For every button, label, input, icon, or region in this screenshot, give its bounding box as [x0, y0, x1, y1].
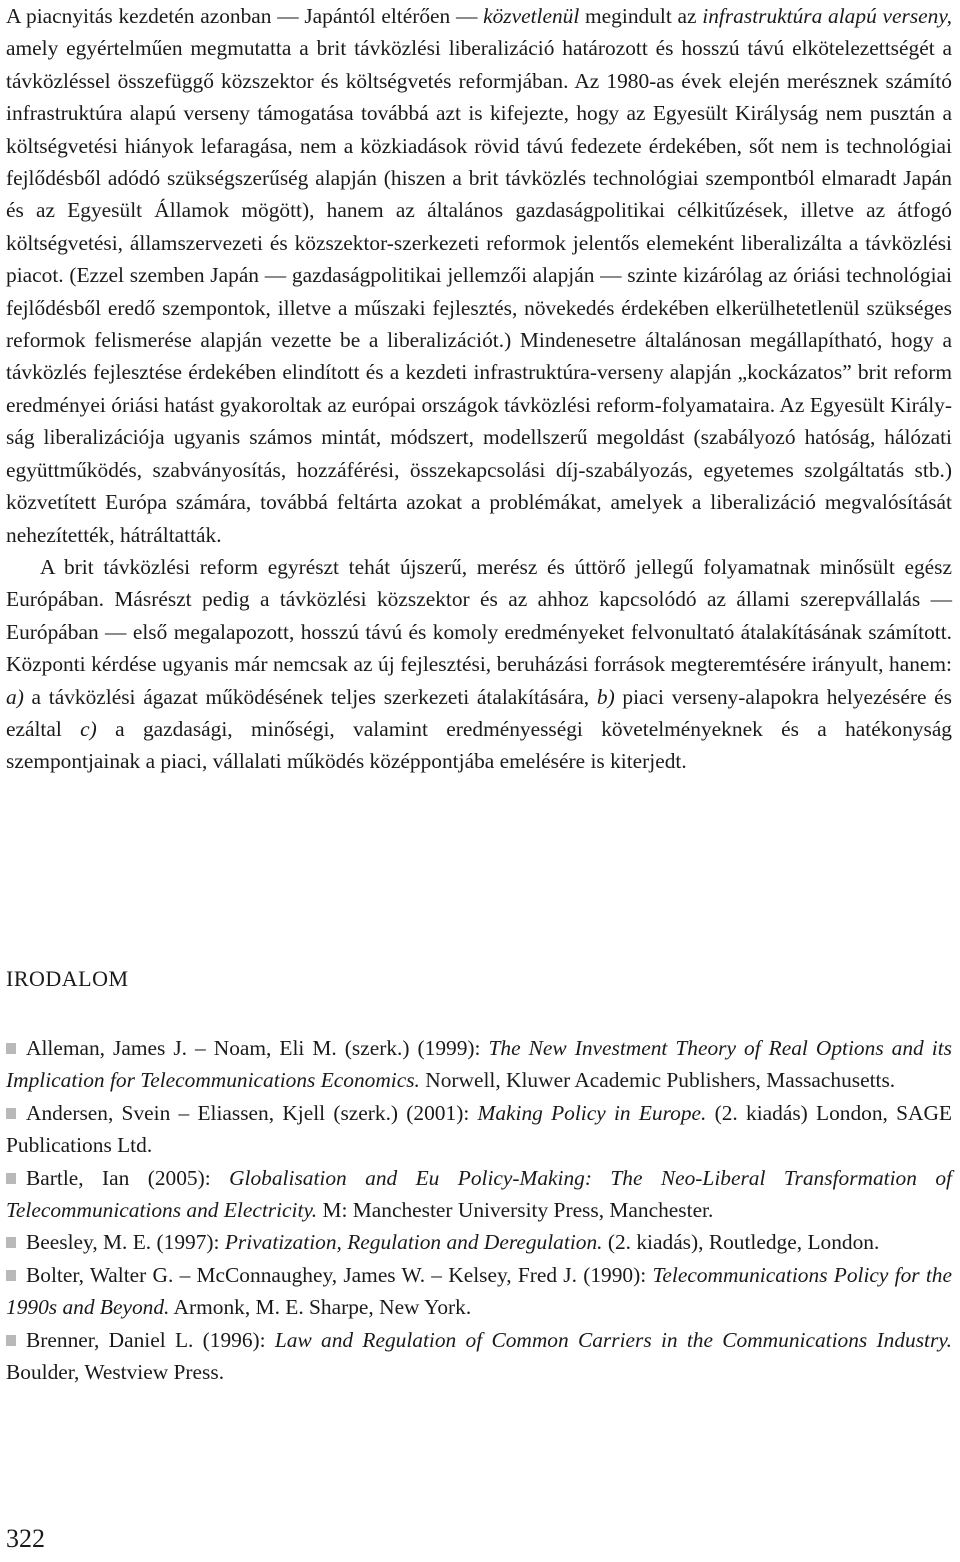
text-run: piaci verseny-alapokra helyezésére és ezáltal [6, 684, 952, 741]
bullet-square-icon [6, 1270, 16, 1281]
body-paragraph-2 [6, 551, 952, 778]
reference-item [6, 1324, 952, 1389]
list-marker-b: b) [596, 684, 615, 709]
ref-publisher: (2. kiadás) London, SAGE Publications Ltd. [6, 1100, 952, 1158]
ref-publisher: Norwell, Kluwer Academic Publishers, Massachusetts. [419, 1068, 896, 1093]
ref-title: Making Policy in Europe. [477, 1100, 707, 1125]
ref-title: Globalisation and Eu Policy-Making: The Neo-Liberal Transformation of Telecommunications and Electricity. [6, 1165, 952, 1223]
page-body [6, 0, 952, 778]
ref-authors: Brenner, Daniel L. (1996): [26, 1327, 275, 1352]
text-run: a távközlési ágazat működésének teljes szerkezeti átalakítására, [23, 684, 597, 709]
ref-publisher: M: Manchester University Press, Manchester. [317, 1198, 714, 1223]
reference-list [6, 1032, 952, 1388]
list-marker-a: a) [6, 684, 24, 709]
ref-authors: Beesley, M. E. (1997): [26, 1230, 225, 1255]
text-run: megindult az [579, 4, 703, 28]
emphasis: infrastruktúra alapú verseny, [702, 4, 952, 28]
text-run: A piacnyitás kezdetén azonban — Japántól eltérően — [6, 4, 484, 28]
text-run: a gazdasági, minőségi, valamint eredményességi követelményeknek és a hatékonyság szempontjainak a piaci, vállalati működés középpontjába emelésére is kiterjedt. [6, 716, 953, 774]
ref-publisher: Armonk, M. E. Sharpe, New York. [169, 1295, 472, 1320]
ref-authors: Andersen, Svein – Eliassen, Kjell (szerk.) (2001): [26, 1100, 478, 1125]
ref-authors: Alleman, James J. – Noam, Eli M. (szerk.) (1999): [26, 1036, 489, 1060]
ref-title: Law and Regulation of Common Carriers in the Communications Industry. [274, 1327, 952, 1352]
ref-title: Telecommunications Policy for the 1990s and Beyond. [6, 1262, 952, 1320]
reference-item [6, 1032, 952, 1097]
reference-item [6, 1259, 952, 1324]
ref-publisher: Boulder, Westview Press. [6, 1360, 225, 1385]
text-run: amely egyértelműen megmutatta a brit távközlési liberalizáció határozott és hosszú távú elkötelezettségét a távközléssel összefüggő közszektor és költségvetés reformjában. Az 1980-as évek elején merésznek számító infrastruktúra alapú verseny támogatása továbbá azt is kifejezte, hogy az Egyesült Királyság nem pusztán a költségvetési hiányok lefaragása, nem a közkiadások rövid távú fedezete érdekében, sőt nem is technológiai fejlődésből adódó szükségszerűség alapján (hiszen a brit távközlés technológiai szempontból elmaradt Japán és az Egyesült Államok mögött), hanem az általános gazdaságpolitikai célkitűzések, illetve az átfogó költségvetési, államszervezeti és közszektor-szerkezeti reformok jelentős elemeként liberalizálta a távközlési piacot. (Ezzel szemben Japán — gazdaságpolitikai jellemzői alapján — szinte kizárólag az óriási technológiai fejlődésből eredő szempontok, illetve a műszaki fejlesztés, növekedés érdekében elkerülhetetlenül szükséges reformok felismerése alapján vezette be a liberalizációt.) Mindenesetre általánosan megállapítható, hogy a távközlés fejlesztése érdekében elindított és a kezdeti infrastruktúra-verseny alapján „kockázatos” brit reform eredményei óriási hatást gyakoroltak az európai országok távközlési reform-folyamataira. Az Egyesült Királyság liberalizációja ugyanis számos mintát, módszert, modellszerű megoldást (szabályozó hatóság, hálózati együttműködés, szabványosítás, hozzáférési, összekapcsolási díj-szabályozás, egyetemes szolgáltatás stb.) közvetített Európa számára, továbbá feltárta azokat a problémákat, amelyek a liberalizáció megvalósítását nehezítették, hátráltatták. [6, 36, 952, 547]
list-marker-c: c) [80, 716, 97, 741]
emphasis: közvetlenül [483, 4, 580, 28]
reference-item [6, 1162, 952, 1227]
bullet-square-icon [6, 1043, 16, 1054]
bullet-square-icon [6, 1173, 16, 1184]
bullet-square-icon [6, 1108, 16, 1119]
reference-item [6, 1097, 952, 1162]
ref-authors: Bolter, Walter G. – McConnaughey, James W. – Kelsey, Fred J. (1990): [26, 1262, 653, 1287]
bullet-square-icon [6, 1237, 16, 1248]
ref-authors: Bartle, Ian (2005): [26, 1165, 230, 1190]
section-heading: IRODALOM [6, 966, 129, 991]
body-paragraph-1 [6, 0, 952, 551]
ref-title: The New Investment Theory of Real Options and its Implication for Telecommunications Economics. [6, 1036, 952, 1093]
ref-title: Privatization, Regulation and Deregulation. [224, 1230, 603, 1255]
reference-item [6, 1226, 952, 1258]
bullet-square-icon [6, 1335, 16, 1346]
text-run: A brit távközlési reform egyrészt tehát újszerű, merész és úttörő jellegű folyamatnak minősült egész Európában. Másrészt pedig a távközlési közszektor és az ahhoz kapcsolódó az állami szerepvállalás — Európában — első megalapozott, hosszú távú és komoly eredményeket felvonultató átalakításának számított. Központi kérdése ugyanis már nemcsak az új fejlesztési, beruházási források megteremtésére irányult, hanem: [6, 554, 952, 677]
ref-publisher: (2. kiadás), Routledge, London. [602, 1230, 880, 1255]
page-number: 322 [6, 1524, 45, 1553]
